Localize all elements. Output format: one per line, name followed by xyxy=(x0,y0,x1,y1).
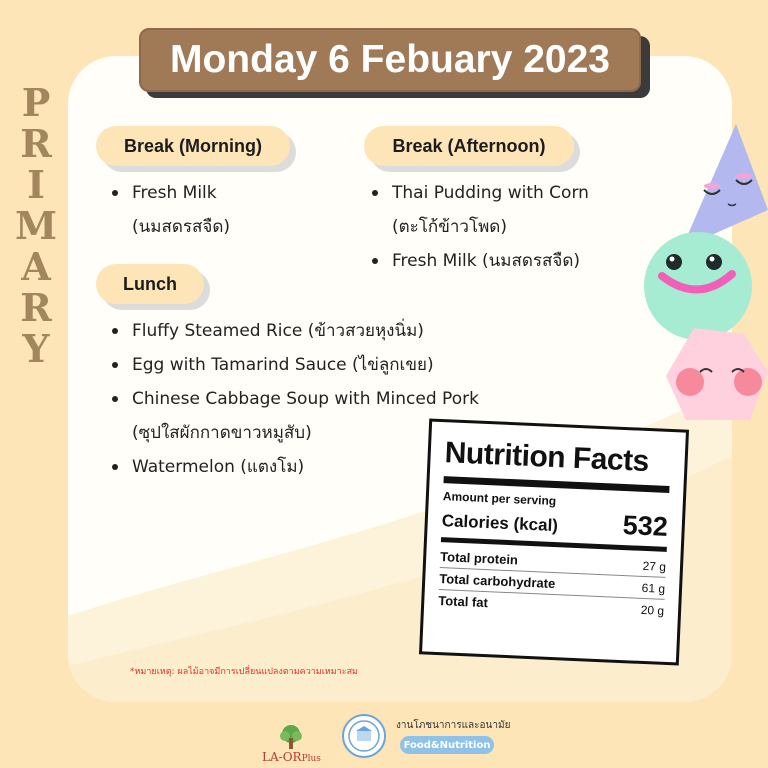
side-letter: A xyxy=(21,244,51,289)
tree-icon xyxy=(278,724,304,750)
department-name: งานโภชนาการและอนามัย xyxy=(396,720,511,731)
hexagon-character-icon xyxy=(666,328,768,420)
list-item xyxy=(108,314,568,348)
break-morning-title: Break (Morning) xyxy=(96,126,290,166)
nutrition-title: Nutrition Facts xyxy=(444,436,650,479)
nutrient-value: 20 g xyxy=(640,602,665,618)
lunch-title: Lunch xyxy=(96,264,204,304)
item-name: Fluffy Steamed Rice (ข้าวสวยหุงนิ่ม) xyxy=(132,321,424,341)
break-morning-list xyxy=(108,176,348,244)
logo-text: LA-OR xyxy=(262,750,302,764)
serving-label: Amount per serving xyxy=(442,489,557,509)
circle-character-icon xyxy=(644,232,752,340)
item-name: Thai Pudding with Corn xyxy=(392,183,589,203)
lunch-header xyxy=(96,264,204,304)
character-shapes-decoration xyxy=(640,120,768,420)
calories-label: Calories (kcal) xyxy=(441,511,559,536)
item-thai-name: (นมสดรสจืด) xyxy=(132,217,231,237)
triangle-character-icon xyxy=(682,124,768,248)
calories-value: 532 xyxy=(622,509,669,542)
item-name: Chinese Cabbage Soup with Minced Pork xyxy=(132,389,479,409)
nutrient-label: Total fat xyxy=(438,593,489,611)
date-banner: Monday 6 Febuary 2023 xyxy=(139,28,641,92)
item-name: Fresh Milk (นมสดรสจืด) xyxy=(392,251,581,271)
side-letter: P xyxy=(21,80,51,125)
school-emblem-icon xyxy=(342,714,386,758)
break-morning-header xyxy=(96,126,290,166)
side-letter: I xyxy=(27,162,45,207)
nutrient-label: Total protein xyxy=(439,549,519,568)
list-item xyxy=(108,348,568,382)
break-afternoon-title: Break (Afternoon) xyxy=(364,126,574,166)
item-name: Fresh Milk xyxy=(132,183,217,203)
break-afternoon-header xyxy=(364,126,574,166)
food-nutrition-badge: Food&Nutrition xyxy=(400,736,494,754)
side-letter: M xyxy=(14,203,58,248)
side-letter: R xyxy=(20,285,52,330)
item-thai-name: (ตะโก้ข้าวโพด) xyxy=(392,217,507,237)
break-afternoon-list xyxy=(368,176,668,278)
list-item xyxy=(368,244,668,278)
side-label xyxy=(12,82,60,369)
item-name: Watermelon (แตงโม) xyxy=(132,457,305,477)
nutrient-label: Total carbohydrate xyxy=(438,571,556,592)
side-letter: Y xyxy=(22,326,50,371)
list-item xyxy=(368,176,668,244)
nutrient-value: 61 g xyxy=(641,580,666,596)
footer xyxy=(0,702,768,768)
logo-plus: Plus xyxy=(301,754,321,764)
la-or-plus-logo xyxy=(262,724,321,764)
side-letter: R xyxy=(20,121,52,166)
item-name: Egg with Tamarind Sauce (ไข่ลูกเขย) xyxy=(132,355,434,375)
list-item xyxy=(108,176,348,244)
nutrient-value: 27 g xyxy=(642,558,667,574)
nutrition-facts-label xyxy=(419,418,689,665)
item-thai-name: (ซุปใสผักกาดขาวหมูสับ) xyxy=(132,423,312,443)
footnote: *หมายเหตุ: ผลไม้อาจมีการเปลี่ยนแปลงตามความเหมาะสม xyxy=(130,667,358,677)
